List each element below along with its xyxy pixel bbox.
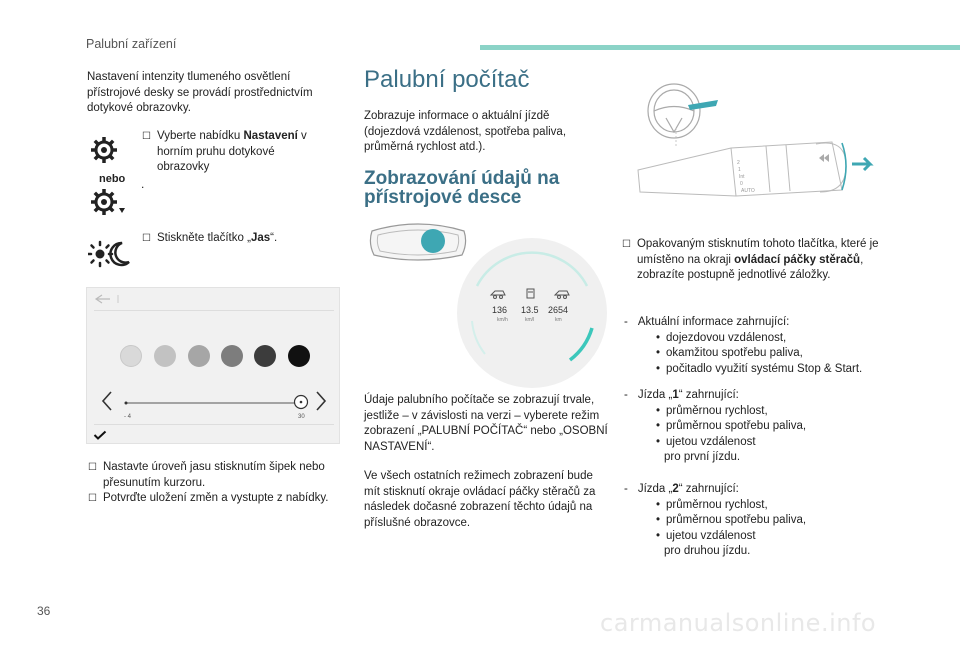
- checkbox-icon: ☐: [142, 131, 151, 142]
- screen-divider: [94, 310, 334, 311]
- group-trip-2: - Jízda „2“ zahrnující: • průměrnou rychlost, • průměrnou spotřebu paliva, • ujetou vzdálenost pro druhou jízdu.: [624, 482, 886, 560]
- list-item: • ujetou vzdálenost: [656, 529, 886, 545]
- screen-divider: [94, 424, 334, 425]
- header-accent-bar: [480, 45, 960, 50]
- gauge-speed-value: 136: [492, 305, 508, 315]
- trip-computer-description: Zobrazuje informace o aktuální jízdě (dojezdová vzdálenost, spotřeba paliva, průměrná rychlost atd.).: [364, 110, 567, 153]
- back-arrow-icon[interactable]: [92, 293, 122, 305]
- gauge-speed-unit: km/h: [497, 317, 508, 323]
- gauge-consumption-unit: km/l: [525, 317, 535, 323]
- list-item: • počitadlo využití systému Stop & Start.: [656, 362, 886, 378]
- stalk-label-2: 2: [737, 160, 740, 166]
- display-modes-paragraph: Údaje palubního počítače se zobrazují trvale, jestliže – v závislosti na verzi – vyberete režim zobrazení „PALUBNÍ POČÍTAČ“ nebo „OSOBNÍ NASTAVENÍ“.: [364, 394, 608, 453]
- list-item: • okamžitou spotřebu paliva,: [656, 346, 886, 362]
- confirm-check-icon[interactable]: [93, 430, 107, 440]
- step-confirm: ☐ Potvrďte uložení změn a vystupte z nabídky.: [88, 491, 346, 507]
- chevron-left-icon: [103, 392, 111, 410]
- brightness-level-2[interactable]: [154, 345, 176, 367]
- checkbox-icon: ☐: [88, 493, 97, 504]
- checkbox-icon: ☐: [142, 233, 151, 244]
- list-continuation: pro druhou jízdu.: [664, 545, 751, 557]
- wiper-stalk-illustration: [636, 78, 886, 223]
- step-select-settings: ☐ Vyberte nabídku Nastavení v horním pruhu dotykové obrazovky: [142, 129, 322, 176]
- dot-mark: .: [141, 177, 145, 191]
- list-item: • průměrnou spotřebu paliva,: [656, 513, 886, 529]
- list-item: • průměrnou spotřebu paliva,: [656, 419, 886, 435]
- brightness-level-3[interactable]: [188, 345, 210, 367]
- step-adjust: ☐ Nastavte úroveň jasu stisknutím šipek nebo přesunutím kurzoru.: [88, 460, 346, 491]
- list-item: • průměrnou rychlost,: [656, 498, 886, 514]
- list-item: • ujetou vzdálenost: [656, 435, 886, 451]
- brightness-level-1[interactable]: [120, 345, 142, 367]
- brightness-level-5[interactable]: [254, 345, 276, 367]
- intro-paragraph: Nastavení intenzity tlumeného osvětlení přístrojové desky se provádí prostřednictvím dotykové obrazovky.: [87, 71, 313, 114]
- settings-gear-icon: [90, 136, 118, 164]
- checkbox-icon: ☐: [88, 462, 97, 473]
- brightness-level-4[interactable]: [221, 345, 243, 367]
- slider-max-label: 30: [298, 414, 305, 420]
- list-continuation: pro první jízdu.: [664, 451, 741, 463]
- slider-min-label: - 4: [124, 414, 132, 420]
- gauge-consumption-value: 13.5: [521, 305, 539, 315]
- stalk-label-0: 0: [740, 181, 743, 187]
- or-label: nebo: [99, 173, 126, 185]
- brightness-level-6[interactable]: [288, 345, 310, 367]
- adjust-instructions: [88, 460, 346, 507]
- list-item: • průměrnou rychlost,: [656, 404, 886, 420]
- gauge-distance-unit: km: [555, 317, 562, 323]
- gauge-distance-value: 2654: [548, 305, 569, 315]
- press-button-instruction: ☐ Opakovaným stisknutím tohoto tlačítka, které je umístěno na okraji ovládací páčky stěračů, zobrazíte postupně jednotlivé záložky.: [622, 237, 884, 284]
- heading-trip-computer: Palubní počítač: [364, 66, 530, 93]
- group-current-info: - Aktuální informace zahrnující: • dojezdovou vzdálenost, • okamžitou spotřebu paliva, • počitadlo využití systému Stop & Start.: [624, 315, 886, 377]
- section-title: Palubní zařízení: [86, 37, 177, 51]
- stalk-label-auto: AUTO: [741, 188, 755, 194]
- stalk-label-int: Int: [739, 174, 745, 180]
- group-trip-1: - Jízda „1“ zahrnující: • průměrnou rychlost, • průměrnou spotřebu paliva, • ujetou vzdálenost pro první jízdu.: [624, 388, 886, 466]
- step-press-brightness: ☐ Stiskněte tlačítko „Jas“.: [142, 231, 322, 247]
- list-item: • dojezdovou vzdálenost,: [656, 331, 886, 347]
- settings-gear-dropdown-icon: [90, 188, 126, 216]
- brightness-icon: [88, 240, 130, 268]
- stalk-label-1: 1: [738, 167, 741, 173]
- page-number: 36: [37, 604, 51, 618]
- chevron-right-icon: [317, 392, 325, 410]
- other-modes-paragraph: Ve všech ostatních režimech zobrazení bude mít stisknutí okraje ovládací páčky stěračů za následek dočasné zobrazení těchto údajů na příslušné obrazovce.: [364, 470, 596, 529]
- checkbox-icon: ☐: [622, 239, 631, 250]
- heading-instrument-display: Zobrazování údajů na přístrojové desce: [364, 168, 560, 208]
- watermark-text: carmanualsonline.info: [600, 609, 877, 637]
- brightness-slider[interactable]: [98, 388, 330, 418]
